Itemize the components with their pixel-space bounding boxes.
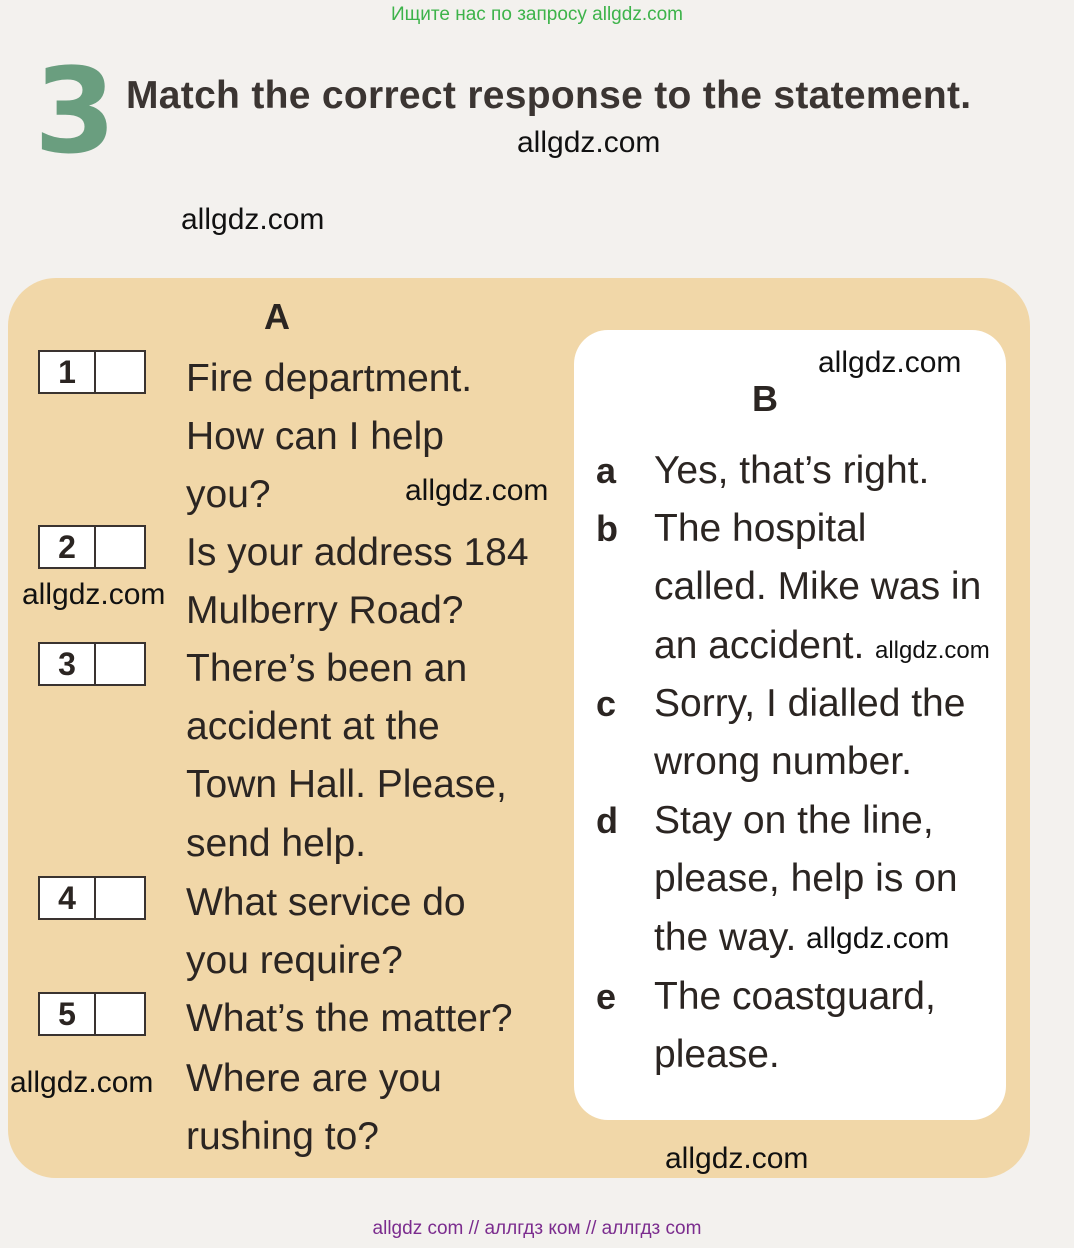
column-a-heading: A xyxy=(264,296,290,337)
statement-5-line-1: What’s the matter? xyxy=(186,997,513,1040)
response-b-line-1: The hospital xyxy=(654,507,867,550)
response-b-line-2: called. Mike was in xyxy=(654,565,982,608)
exercise-number: 3 xyxy=(34,42,117,180)
statement-2-line-2: Mulberry Road? xyxy=(186,589,464,632)
response-letter-d: d xyxy=(596,800,618,841)
bottom-banner: allgdz com // аллгдз ком // аллгдз com xyxy=(372,1218,702,1239)
response-d-line-3: the way. xyxy=(654,916,797,959)
response-letter-c: c xyxy=(596,683,617,724)
statement-5-line-3: rushing to? xyxy=(186,1115,379,1158)
statement-1-line-3: you? xyxy=(186,473,271,516)
response-letter-e: e xyxy=(596,976,617,1017)
watermark: allgdz.com xyxy=(517,126,661,159)
statement-3-line-2: accident at the xyxy=(186,705,440,748)
answer-box-3[interactable] xyxy=(38,642,146,686)
statement-4-line-2: you require? xyxy=(186,939,403,982)
item-number-5: 5 xyxy=(40,994,96,1034)
column-b-heading: B xyxy=(752,378,778,419)
statement-5-line-2: Where are you xyxy=(186,1057,442,1100)
watermark: allgdz.com xyxy=(875,637,990,664)
watermark: allgdz.com xyxy=(10,1066,154,1099)
statement-2-line-1: Is your address 184 xyxy=(186,531,529,574)
statement-4-line-1: What service do xyxy=(186,881,466,924)
statement-1-line-2: How can I help xyxy=(186,415,444,458)
watermark: allgdz.com xyxy=(22,578,166,611)
item-number-1: 1 xyxy=(40,352,96,392)
watermark: allgdz.com xyxy=(818,346,962,379)
answer-box-4[interactable] xyxy=(38,876,146,920)
statement-3-line-3: Town Hall. Please, xyxy=(186,763,507,806)
item-number-4: 4 xyxy=(40,878,96,918)
top-search-banner: Ищите нас по запросу allgdz.com xyxy=(390,4,683,25)
statement-3-line-4: send help. xyxy=(186,822,366,865)
response-d-line-2: please, help is on xyxy=(654,857,958,900)
response-e-line-2: please. xyxy=(654,1033,780,1076)
statement-1-line-1: Fire department. xyxy=(186,357,473,400)
statement-3-line-1: There’s been an xyxy=(186,647,468,690)
response-letter-b: b xyxy=(596,508,618,549)
answer-box-1[interactable] xyxy=(38,350,146,394)
response-letter-a: a xyxy=(596,450,617,491)
answer-box-2[interactable] xyxy=(38,525,146,569)
response-b-line-3: an accident. xyxy=(654,624,865,667)
response-a-line-1: Yes, that’s right. xyxy=(654,449,930,492)
watermark: allgdz.com xyxy=(405,474,549,507)
response-c-line-1: Sorry, I dialled the xyxy=(654,682,966,725)
response-c-line-2: wrong number. xyxy=(654,740,912,783)
watermark: allgdz.com xyxy=(181,203,325,236)
answer-box-5[interactable] xyxy=(38,992,146,1036)
response-e-line-1: The coastguard, xyxy=(654,975,936,1018)
item-number-3: 3 xyxy=(40,644,96,684)
item-number-2: 2 xyxy=(40,527,96,567)
watermark: allgdz.com xyxy=(806,922,950,955)
watermark: allgdz.com xyxy=(665,1142,809,1175)
exercise-title: Match the correct response to the statement. xyxy=(126,74,972,117)
response-d-line-1: Stay on the line, xyxy=(654,799,934,842)
